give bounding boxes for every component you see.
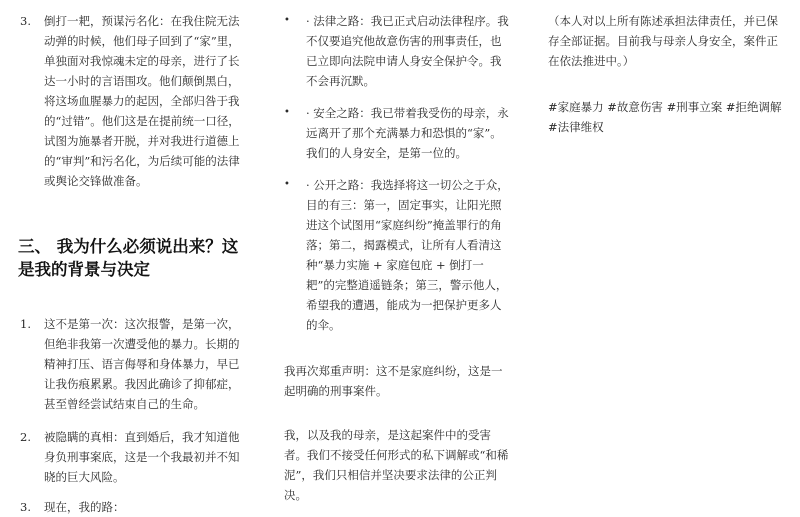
bullet-item-law [284,11,512,91]
hashtags: #家庭暴力 #故意伤害 #刑事立案 #拒绝调解 #法律维权 [548,100,782,134]
list-item-text: 倒打一耙，预谋污名化：在我住院无法动弹的时候，他们母子回到了“家”里，单独面对我惊魂未定的母亲，进行了长达一小时的言语围攻。他们颠倒黑白，将这场血腥暴力的起因，全部归咎于我的“过错”。他们这是在提前统一口径，试图为施暴者开脱，并对我进行道德上的“审判”和污名化，为后续可能的法律或舆论交锋做准备。 [44,14,240,188]
declaration-paragraph: 我再次郑重声明：这不是家庭纠纷，这是一起明确的刑事案件。 [284,364,503,398]
bullet-icon: • [284,179,290,190]
bullet-icon: • [284,107,290,118]
closing-paragraph: 我，以及我的母亲，是这起案件中的受害者。我们不接受任何形式的私下调解或“和稀泥”，我们只相信并坚决要求法律的公正判决。 [284,428,509,502]
list-item-2 [18,427,250,487]
list-number: 1. [20,317,31,331]
list-item-1 [18,314,250,414]
list-item-top [18,11,250,191]
list-number: 3. [20,14,31,28]
bullet-item-public [284,175,512,335]
column-left [18,0,250,517]
column-right [548,0,786,137]
section-heading: 三、 我为什么必须说出来？这是我的背景与决定 [18,237,239,279]
list-item-3 [18,497,250,517]
bullet-text: · 公开之路：我选择将这一切公之于众，目的有三：第一，固定事实，让阳光照进这个试图用“家庭纠纷”掩盖罪行的角落；第二，揭露模式，让所有人看清这种“暴力实施 + 家庭包庇 + 倒打一耙”的完整逍遥链条；第三，警示他人，希望我的遭遇，能成为一把保护更多人的伞。 [306,178,509,332]
bullet-icon: • [284,15,290,26]
list-item-text: 这不是第一次：这次报警，是第一次，但绝非我第一次遭受他的暴力。长期的精神打压、语言侮辱和身体暴力，早已让我伤痕累累。我因此确诊了抑郁症，甚至曾经尝试结束自己的生命。 [44,317,240,411]
list-item-text: 现在，我的路： [44,500,125,514]
list-number: 2. [20,430,31,444]
column-middle [284,0,512,505]
bullet-item-safety [284,103,512,163]
legal-note: （本人对以上所有陈述承担法律责任，并已保存全部证据。目前我与母亲人身安全，案件正在依法推进中。） [548,14,778,68]
list-item-text: 被隐瞒的真相：直到婚后，我才知道他身负刑事案底，这是一个我最初并不知晓的巨大风险。 [44,430,240,484]
bullet-text: · 法律之路：我已正式启动法律程序。我不仅要追究他故意伤害的刑事责任，也已立即向法院申请人身安全保护令。我不会再沉默。 [306,14,509,88]
list-number: 3. [20,500,31,514]
bullet-text: · 安全之路：我已带着我受伤的母亲，永远离开了那个充满暴力和恐惧的“家”。我们的人身安全，是第一位的。 [306,106,509,160]
